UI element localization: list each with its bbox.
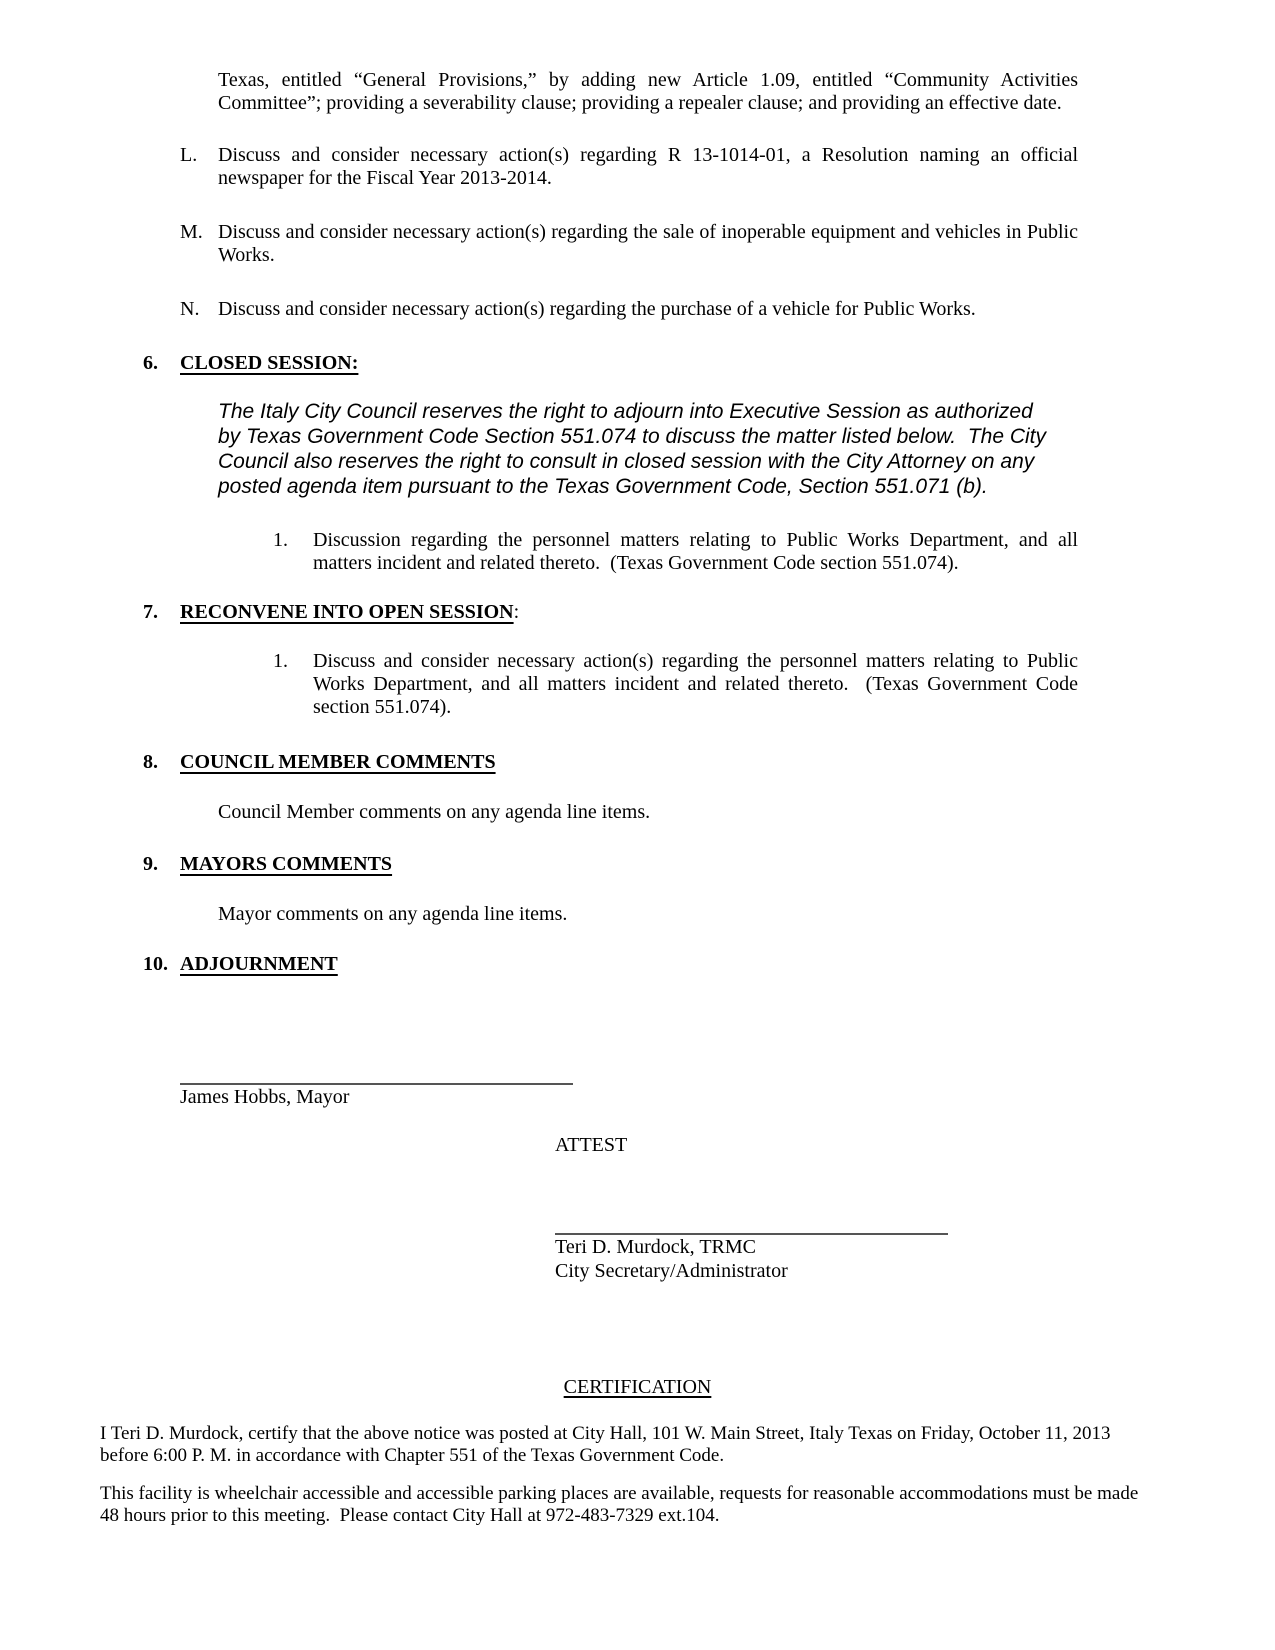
- closed-session-item-1: [273, 529, 1083, 575]
- secretary-signature-block: [555, 1235, 1275, 1283]
- secretary-signature-title: City Secretary/Administrator: [555, 1260, 788, 1282]
- mayor-signature-line: [180, 1083, 573, 1085]
- attest-label: ATTEST: [555, 1134, 628, 1156]
- certification-heading: CERTIFICATION: [563, 1376, 712, 1398]
- reconvene-item-1: [273, 650, 1083, 719]
- item-text-m: Discuss and consider necessary action(s) regarding the sale of inoperable equipment and vehicles in Public Works.: [218, 221, 1083, 266]
- reconvene-item-1-text: Discuss and consider necessary action(s) regarding the personnel matters relating to Public Works Department, and all matters incident and related thereto. (Texas Government Code section 551.074).: [313, 650, 1083, 718]
- mayor-signature-name: James Hobbs, Mayor: [180, 1086, 350, 1108]
- closed-session-item-1-text: Discussion regarding the personnel matters relating to Public Works Department, and all matters incident and related thereto. (Texas Government Code section 551.074).: [313, 529, 1083, 574]
- section-adjournment: [143, 953, 1275, 976]
- section-6-title: CLOSED SESSION:: [180, 352, 359, 374]
- section-council-member-comments: [143, 751, 1275, 774]
- section-10-number: 10.: [143, 953, 168, 975]
- section-mayors-comments: [143, 853, 1275, 876]
- section-7-title: RECONVENE INTO OPEN SESSION: [180, 601, 514, 623]
- reconvene-item-1-number: 1.: [273, 650, 288, 672]
- item-letter-l: L.: [180, 144, 198, 166]
- secretary-signature-name: Teri D. Murdock, TRMC: [555, 1236, 756, 1258]
- certification-statement: I Teri D. Murdock, certify that the above notice was posted at City Hall, 101 W. Main Street, Italy Texas on Friday, October 11, 2013 before 6:00 P. M. in accordance with Chapter 551 of the Texas Government Code.: [100, 1423, 1116, 1466]
- item-letter-n: N.: [180, 298, 200, 320]
- section-7-colon: :: [513, 601, 520, 623]
- agenda-item-n: [180, 298, 1078, 321]
- section-8-number: 8.: [143, 751, 158, 773]
- section-9-number: 9.: [143, 853, 158, 875]
- closed-session-item-1-number: 1.: [273, 529, 288, 551]
- section-10-title: ADJOURNMENT: [180, 953, 338, 975]
- ordinance-continuation-text: Texas, entitled “General Provisions,” by adding new Article 1.09, entitled “Community Activities Committee”; providing a severability clause; providing a repealer clause; and providing an effective date.: [218, 69, 1083, 114]
- item-text-l: Discuss and consider necessary action(s) regarding R 13-1014-01, a Resolution naming an official newspaper for the Fiscal Year 2013-2014.: [218, 144, 1083, 189]
- section-6-number: 6.: [143, 352, 158, 374]
- section-reconvene-open-session: [143, 601, 1275, 624]
- agenda-item-m: [180, 221, 1083, 267]
- section-7-number: 7.: [143, 601, 158, 623]
- section-9-title: MAYORS COMMENTS: [180, 853, 393, 875]
- council-member-comments-text: Council Member comments on any agenda line items.: [218, 801, 651, 823]
- section-8-title: COUNCIL MEMBER COMMENTS: [180, 751, 496, 773]
- item-text-n: Discuss and consider necessary action(s) regarding the purchase of a vehicle for Public Works.: [218, 298, 976, 320]
- section-closed-session: [143, 352, 1275, 375]
- mayor-comments-text: Mayor comments on any agenda line items.: [218, 903, 568, 925]
- executive-session-notice: The Italy City Council reserves the right to adjourn into Executive Session as authorized by Texas Government Code Section 551.074 to discuss the matter listed below. The City Council also reserves the right to consult in closed session with the City Attorney on any posted agenda item pursuant to the Texas Government Code, Section 551.071 (b).: [218, 400, 1052, 498]
- agenda-item-l: [180, 144, 1083, 190]
- accessibility-notice: This facility is wheelchair accessible and accessible parking places are available, requests for reasonable accommodations must be made 48 hours prior to this meeting. Please contact City Hall at 972-483-7329 ext.104.: [100, 1483, 1143, 1526]
- item-letter-m: M.: [180, 221, 203, 243]
